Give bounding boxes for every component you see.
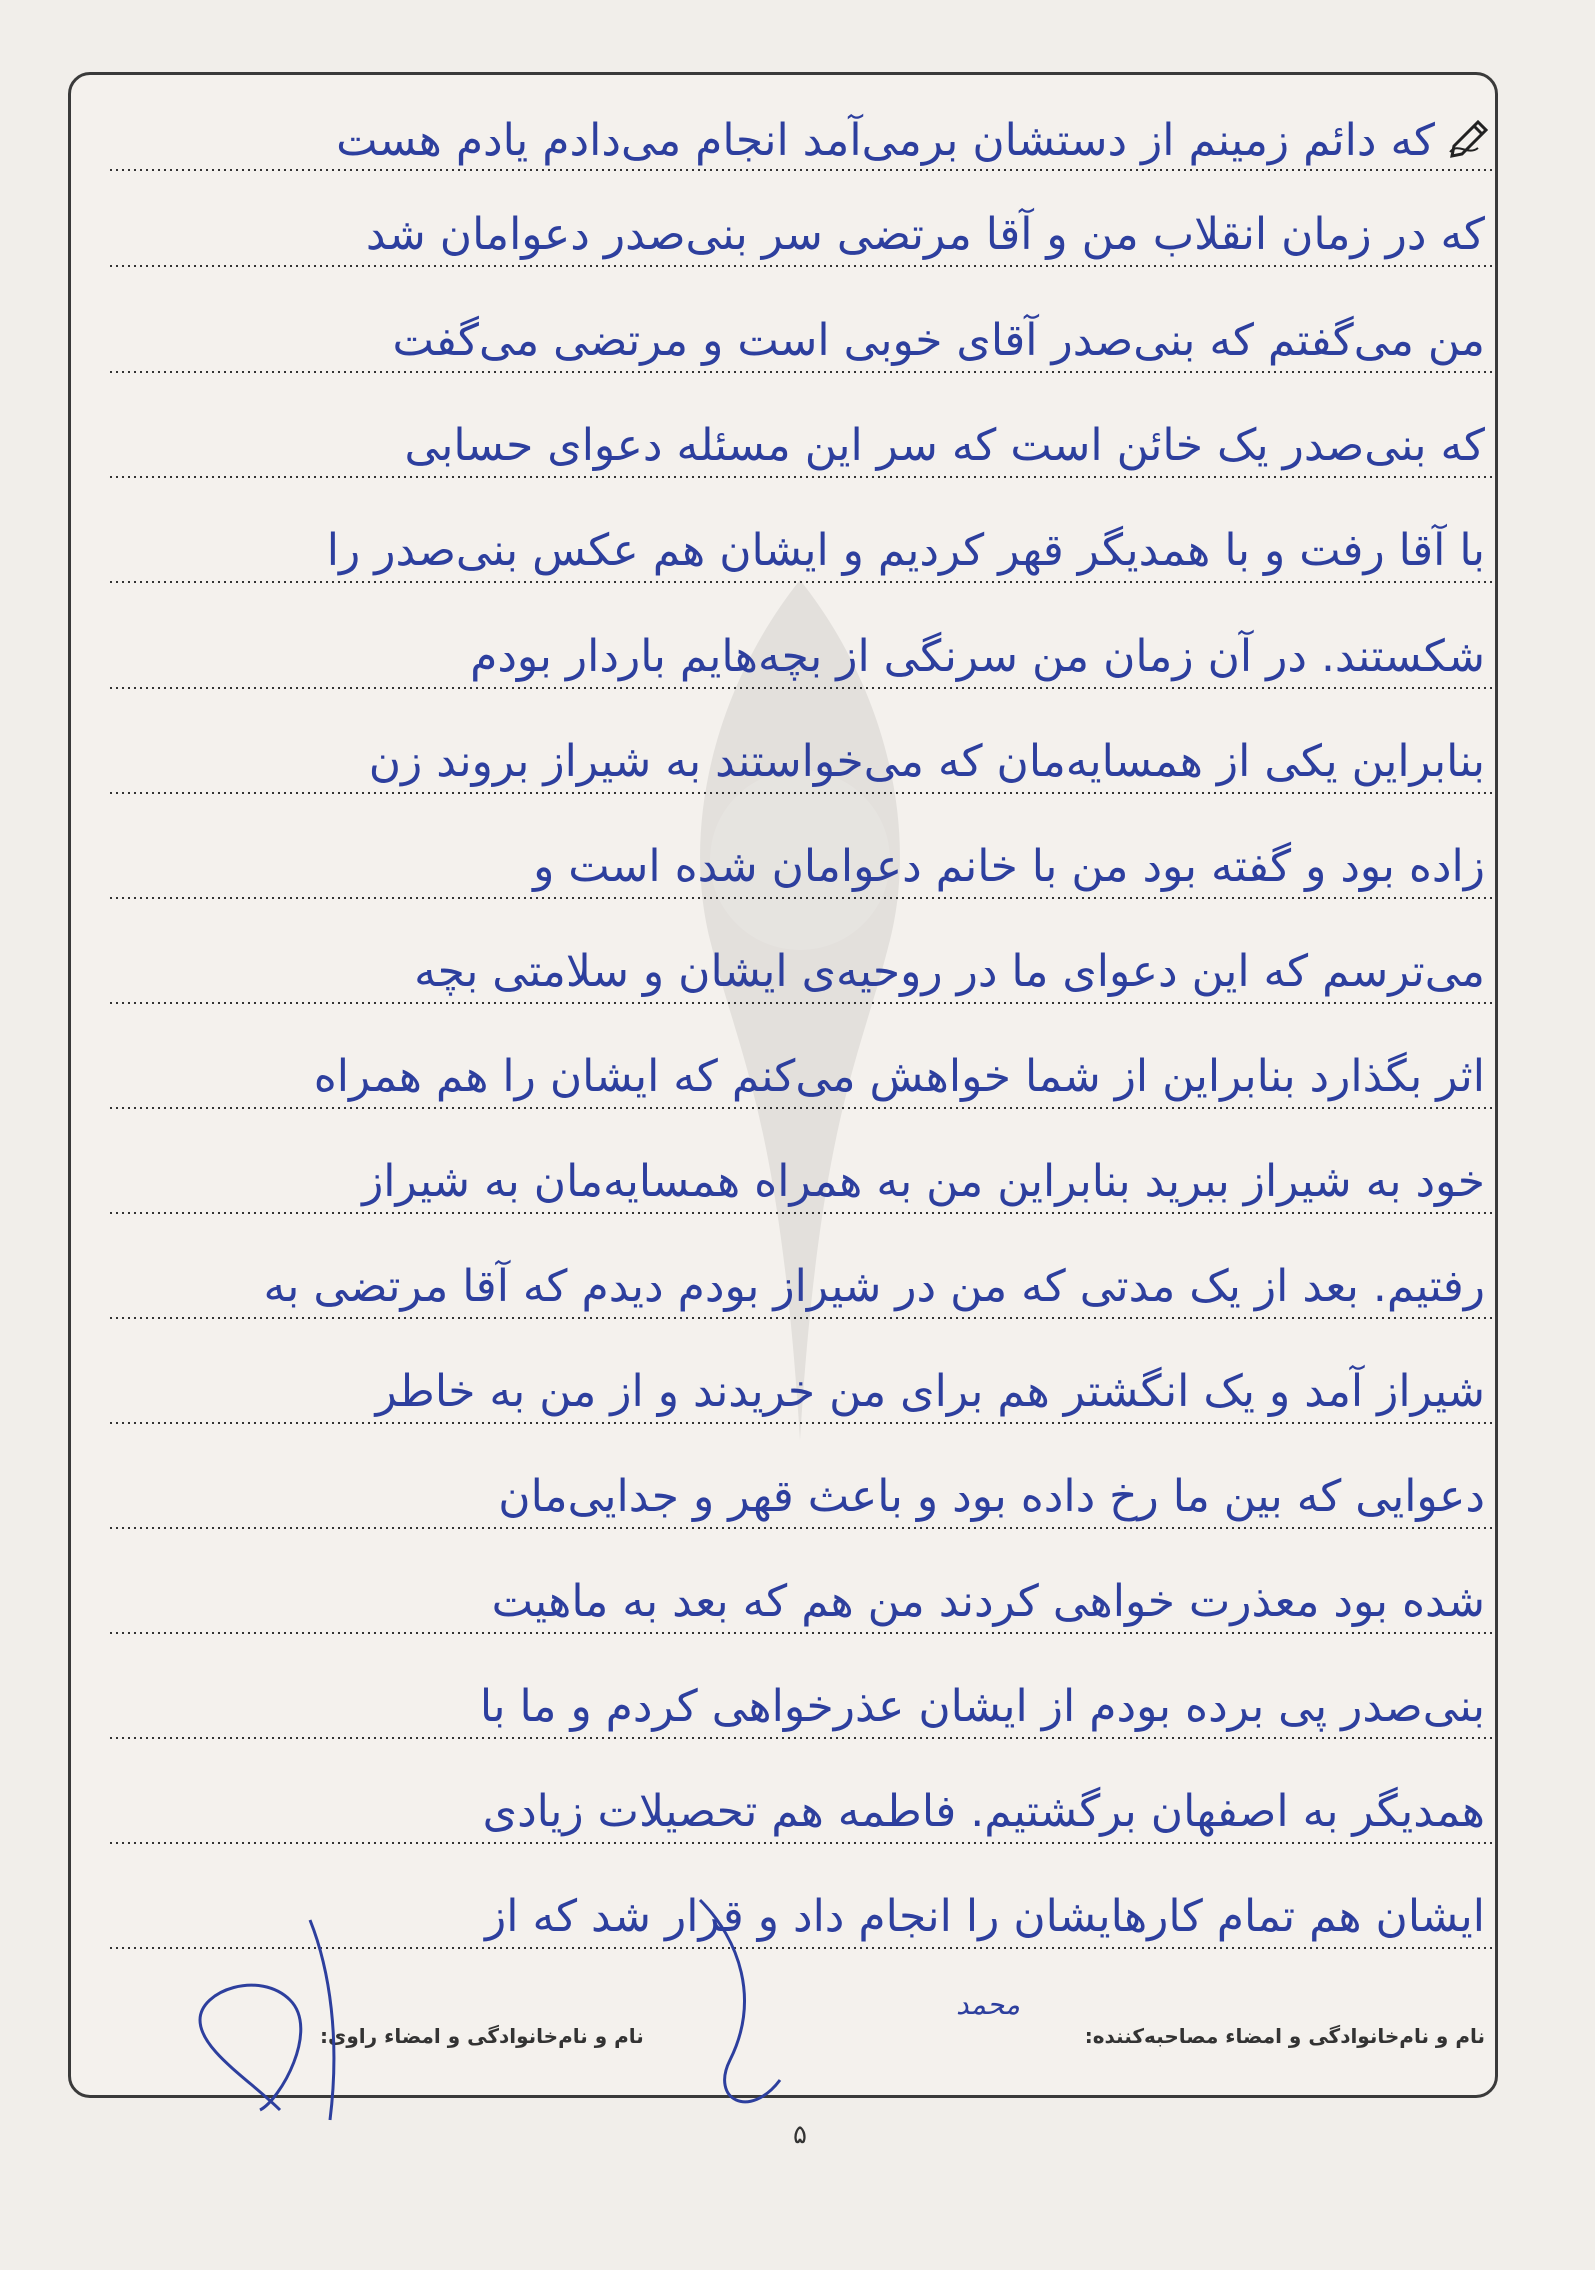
handwritten-line: خود به شیراز ببرید بنابراین من به همراه همسایه‌مان به شیراز <box>362 1156 1485 1207</box>
handwritten-line: شیراز آمد و یک انگشتر هم برای من خریدند و از من به خاطر <box>375 1366 1485 1417</box>
signature-scribble-icon <box>140 1880 840 2130</box>
handwritten-line: رفتیم. بعد از یک مدتی که من در شیراز بودم دیدم که آقا مرتضی به <box>263 1261 1485 1312</box>
handwritten-line: من می‌گفتم که بنی‌صدر آقای خوبی است و مرتضی می‌گفت <box>392 315 1485 366</box>
handwritten-line: ایشان هم تمام کارهایشان را انجام داد و قرار شد که از <box>485 1891 1485 1942</box>
handwritten-line: شده بود معذرت خواهی کردند من هم که بعد به ماهیت <box>491 1576 1485 1627</box>
narrator-signature-label: نام و نام‌خانوادگی و امضاء راوی: <box>320 2024 644 2048</box>
handwritten-line: بنابراین یکی از همسایه‌مان که می‌خواستند به شیراز بروند زن <box>368 736 1485 787</box>
handwritten-line: که دائم زمینم از دستشان برمی‌آمد انجام می‌دادم یادم هست <box>336 115 1435 166</box>
handwritten-line: که بنی‌صدر یک خائن است که سر این مسئله دعوای حسابی <box>404 420 1485 471</box>
page-number: ۵ <box>793 2120 807 2150</box>
handwritten-line: می‌ترسم که این دعوای ما در روحیه‌ی ایشان و سلامتی بچه <box>414 946 1485 997</box>
handwritten-line: همدیگر به اصفهان برگشتیم. فاطمه هم تحصیلات زیادی <box>482 1786 1485 1837</box>
interviewer-signature-label: نام و نام‌خانوادگی و امضاء مصاحبه‌کننده: <box>1084 2024 1485 2048</box>
handwritten-line: با آقا رفت و با همدیگر قهر کردیم و ایشان هم عکس بنی‌صدر را <box>326 525 1485 576</box>
handwritten-line: زاده بود و گفته بود من با خانم دعوامان شده است و <box>533 841 1485 892</box>
handwritten-line: که در زمان انقلاب من و آقا مرتضی سر بنی‌صدر دعوامان شد <box>365 209 1485 260</box>
handwritten-line: بنی‌صدر پی برده بودم از ایشان عذرخواهی کردم و ما با <box>479 1681 1485 1732</box>
handwritten-line: شکستند. در آن زمان من سرنگی از بچه‌هایم باردار بودم <box>470 631 1485 682</box>
handwritten-line: دعوایی که بین ما رخ داده بود و باعث قهر و جدایی‌مان <box>498 1471 1485 1522</box>
handwritten-line: اثر بگذارد بنابراین از شما خواهش می‌کنم که ایشان را هم همراه <box>313 1051 1485 1102</box>
interviewer-signature: محمد <box>956 1988 1020 2021</box>
